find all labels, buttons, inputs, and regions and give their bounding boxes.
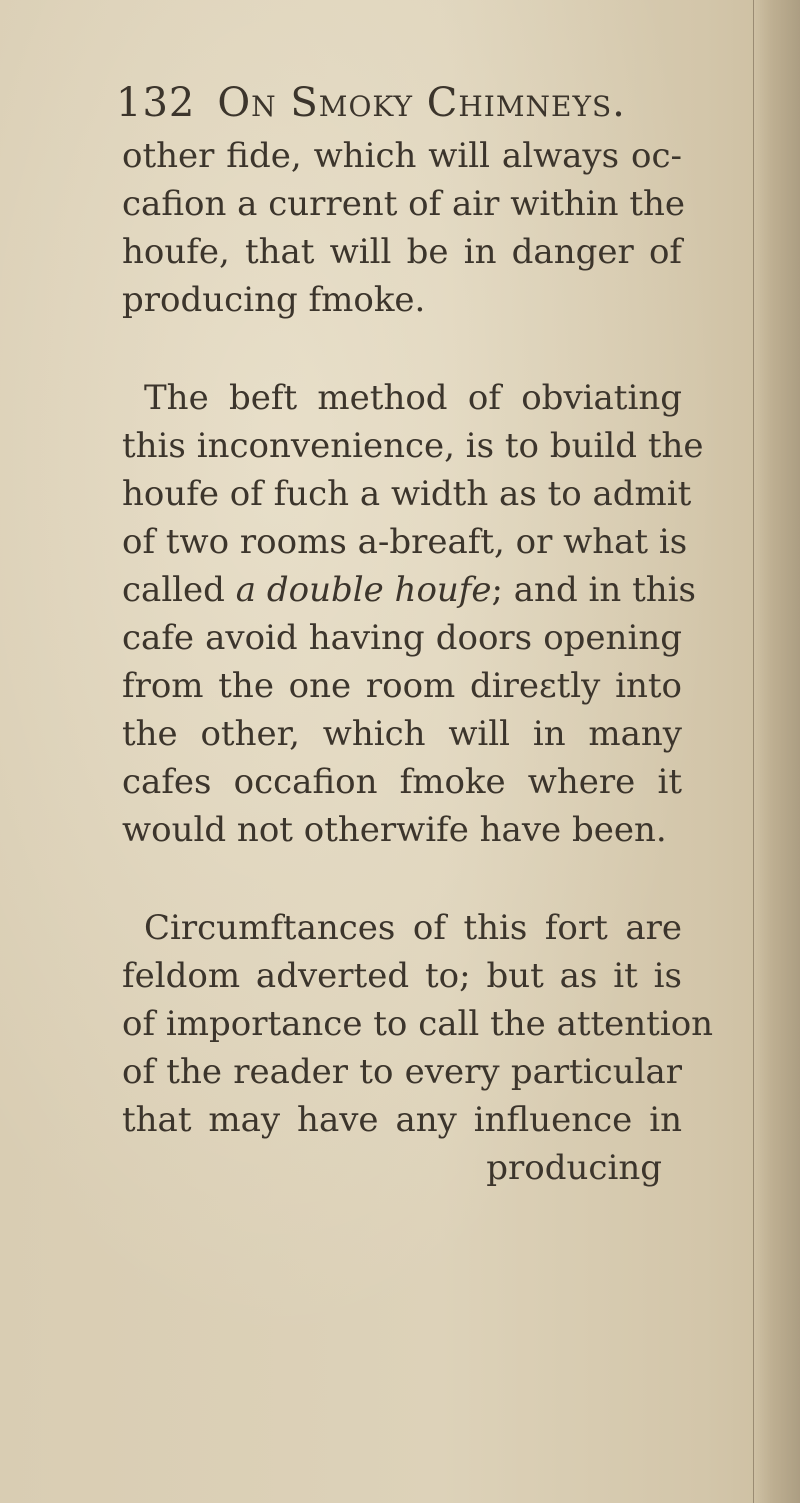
paragraph-2 (122, 374, 704, 854)
text-line: this inconvenience, is to build the (122, 426, 704, 466)
text-run: ; and in this (491, 570, 696, 610)
text-line: cafion a current of air within the (122, 184, 686, 224)
text-line: producing fmoke. (122, 280, 426, 320)
text-line: houfe, that will be in danger of (122, 232, 682, 272)
paragraph-1 (122, 132, 686, 324)
running-head-title: On Smoky Chimneys. (217, 80, 626, 126)
text-line: that may have any influence in (122, 1100, 682, 1140)
text-line: houfe of fuch a width as to admit (122, 474, 692, 514)
text-line: the other, which will in many (122, 714, 682, 754)
page-number: 132 (116, 80, 196, 126)
paragraph-spacing (122, 854, 682, 904)
text-run: called (122, 570, 236, 610)
text-line: would not otherwife have been. (122, 810, 667, 850)
page-gutter-shadow (753, 0, 800, 1503)
text-line: of importance to call the attention (122, 1004, 714, 1044)
italic-term-double-house: a double houfe (235, 570, 492, 610)
text-line: other fide, which will always oc- (122, 136, 682, 176)
text-line: cafes occafion fmoke where it (122, 762, 682, 802)
text-line-with-italic (122, 566, 696, 614)
catchword: producing (486, 1148, 662, 1188)
text-line: of two rooms a-breaft, or what is (122, 522, 688, 562)
running-head (116, 80, 682, 126)
text-line: of the reader to every particular (122, 1052, 682, 1092)
text-block (116, 80, 714, 1192)
paragraph-spacing (122, 324, 682, 374)
text-line: from the one room direɛtly into (122, 666, 682, 706)
text-line: feldom adverted to; but as it is (122, 956, 682, 996)
text-line: Circumftances of this fort are (144, 908, 682, 948)
paragraph-3 (122, 904, 714, 1144)
text-line: The beft method of obviating (144, 378, 682, 418)
text-line: cafe avoid having doors opening (122, 618, 682, 658)
